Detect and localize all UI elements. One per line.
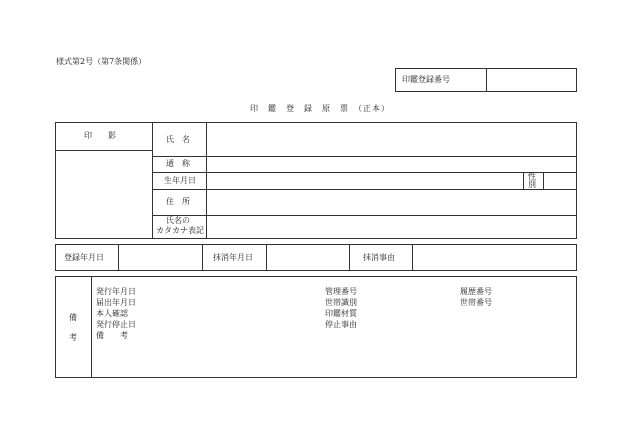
cancel-reason-label: 抹消事由 [363, 253, 395, 262]
name-label: 氏 名 [166, 135, 190, 144]
remarks-side-label-2: 考 [69, 333, 77, 342]
registration-number-label: 印鑑登録番号 [402, 75, 450, 84]
registered-date-label: 登録年月日 [64, 253, 104, 262]
remarks-col1-item: 届出年月日 [96, 298, 136, 307]
remarks-col1-item: 発行停止日 [96, 320, 136, 329]
remarks-side-label-1: 備 [69, 313, 77, 322]
katakana-label-1: 氏名の [166, 216, 190, 225]
remarks-col3-item: 世帯番号 [460, 298, 492, 307]
form-number: 様式第2号（第7条関係） [56, 57, 147, 66]
dates-row [55, 244, 577, 271]
katakana-label-2: カタカナ表記 [156, 226, 204, 235]
remarks-col2-item: 印鑑材質 [325, 309, 357, 318]
remarks-col2-item: 管理番号 [325, 287, 357, 296]
cancelled-date-label: 抹消年月日 [213, 253, 253, 262]
remarks-col2-item: 停止事由 [325, 320, 357, 329]
page-title: 印 鑑 登 録 原 票 （正本） [250, 104, 390, 113]
remarks-col2-item: 世帯識別 [325, 298, 357, 307]
remarks-col3-item: 履歴番号 [460, 287, 492, 296]
seal-impression-label: 印 影 [84, 131, 116, 140]
address-label: 住 所 [166, 197, 190, 206]
alias-label: 通 称 [166, 159, 190, 168]
sex-label-2: 別 [528, 180, 536, 189]
remarks-col1-item: 発行年月日 [96, 287, 136, 296]
remarks-col1-item: 本人確認 [96, 309, 128, 318]
remarks-col1-item: 備 考 [96, 331, 128, 340]
birthdate-label: 生年月日 [164, 176, 196, 185]
registration-table [55, 122, 577, 239]
sex-label-1: 性 [528, 172, 536, 181]
